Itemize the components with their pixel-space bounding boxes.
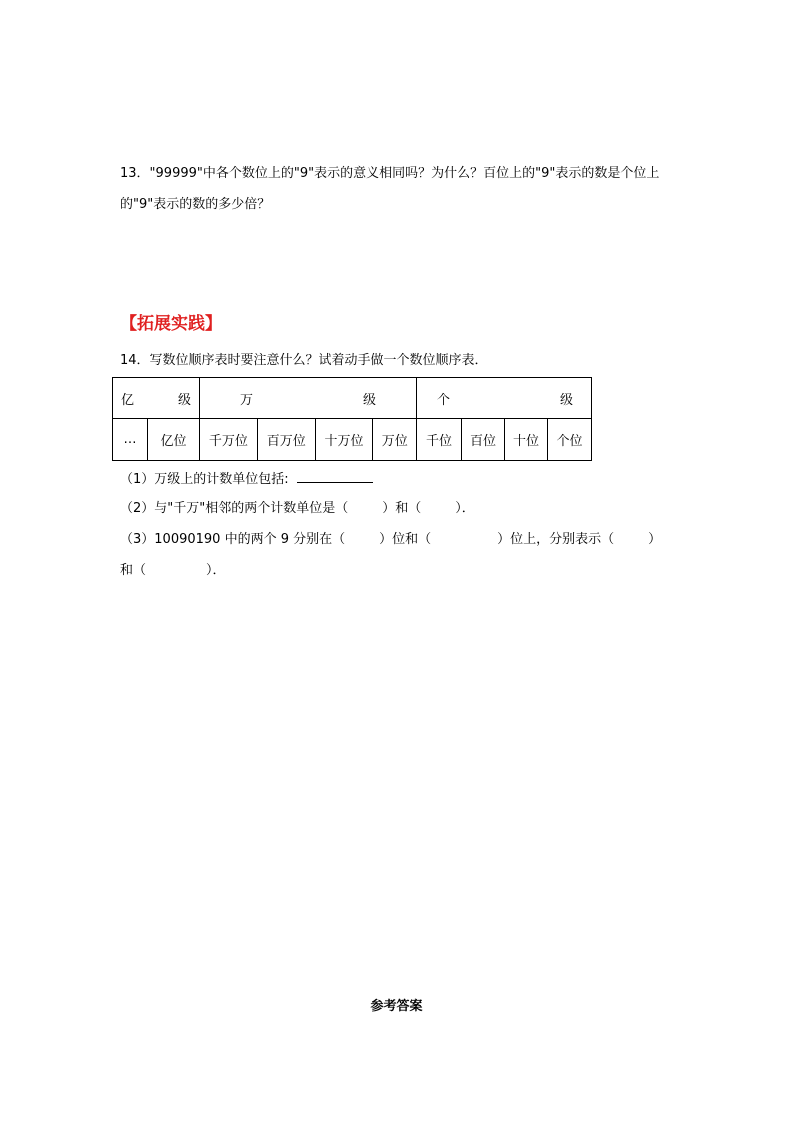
- group-name: 万: [240, 392, 254, 408]
- sub-question-1: [120, 470, 373, 488]
- sub-question-3-cont-text-a: 和（: [120, 563, 147, 578]
- question-13-line-2: 的"9"表示的数的多少倍？: [120, 197, 271, 212]
- place-cell: 百位: [462, 419, 505, 461]
- sub-question-3-text-a: （3）10090190 中的两个 9 分别在（: [120, 532, 346, 547]
- sub-question-3-cont-text-b: ）．: [206, 563, 226, 578]
- place-cell: 万位: [373, 419, 417, 461]
- answer-heading: 参考答案: [370, 999, 423, 1014]
- answer-blank[interactable]: [297, 470, 373, 483]
- sub-question-2: [120, 501, 475, 517]
- sub-question-3-continued: [120, 563, 226, 579]
- section-heading: 【拓展实践】: [120, 314, 222, 334]
- place-cell: 千位: [417, 419, 462, 461]
- group-suffix: 级: [559, 392, 573, 408]
- sub-question-3-text-b: ）位和（: [379, 532, 432, 547]
- place-cell: 千万位: [200, 419, 258, 461]
- group-yi-cell: [113, 378, 200, 419]
- group-suffix: 级: [362, 392, 376, 408]
- sub-question-2-text-a: （2）与"千万"相邻的两个计数单位是（: [120, 501, 349, 516]
- sub-question-3: [120, 532, 661, 548]
- group-name: 个: [437, 392, 451, 408]
- sub-question-3-text-c: ）位上，分别表示（: [497, 532, 615, 547]
- place-cell: 个位: [548, 419, 592, 461]
- place-cell: 亿位: [148, 419, 200, 461]
- question-13-line-1: 13．"99999"中各个数位上的"9"表示的意义相同吗？为什么？百位上的"9"表示的数是个位上: [120, 166, 660, 181]
- sub-question-2-text-c: ）．: [455, 501, 475, 516]
- sub-question-1-text: （1）万级上的计数单位包括:: [120, 472, 289, 487]
- place-cell: 十万位: [315, 419, 373, 461]
- group-suffix: 级: [177, 392, 191, 408]
- table-row-places: [113, 419, 592, 461]
- table-row-groups: [113, 378, 592, 419]
- question-14-prompt: 14．写数位顺序表时要注意什么？试着动手做一个数位顺序表．: [120, 353, 488, 368]
- group-name: 亿: [121, 392, 135, 408]
- group-wan-cell: [200, 378, 417, 419]
- place-cell: …: [113, 419, 148, 461]
- group-ge-cell: [417, 378, 592, 419]
- place-cell: 十位: [505, 419, 548, 461]
- sub-question-2-text-b: ）和（: [382, 501, 422, 516]
- place-cell: 百万位: [257, 419, 315, 461]
- place-value-table: [112, 377, 592, 461]
- sub-question-3-text-d: ）: [648, 532, 662, 547]
